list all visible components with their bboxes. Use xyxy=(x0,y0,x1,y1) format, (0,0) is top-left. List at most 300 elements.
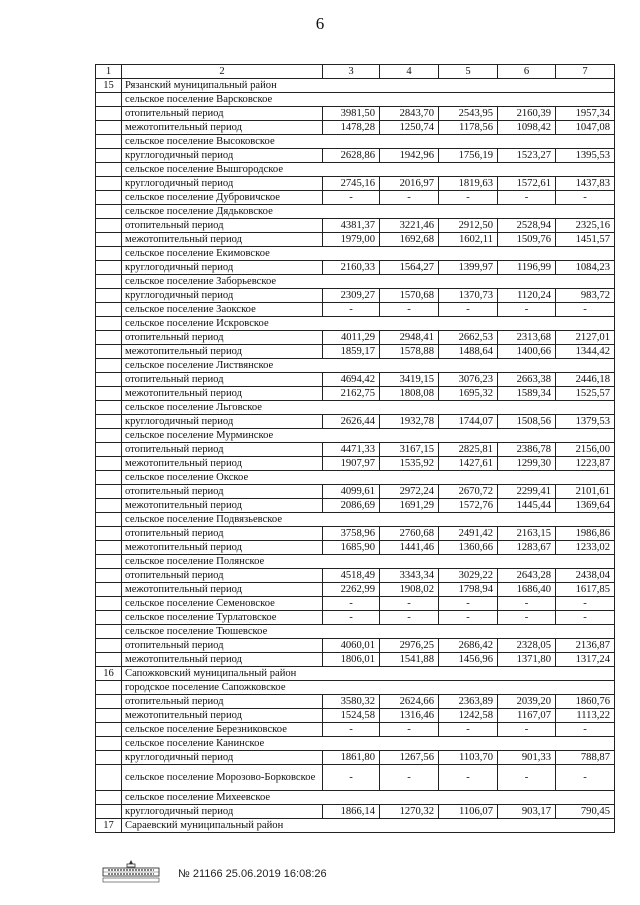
tariff-value-cell: - xyxy=(439,303,498,317)
tariff-value-cell: 1932,78 xyxy=(380,415,439,429)
row-number-cell xyxy=(96,791,122,805)
tariff-value-cell: 1316,46 xyxy=(380,709,439,723)
tariff-value-cell: 1907,97 xyxy=(323,457,380,471)
tariff-value-cell: 2976,25 xyxy=(380,639,439,653)
row-number-cell xyxy=(96,457,122,471)
tariff-value-cell: - xyxy=(439,611,498,625)
table-row xyxy=(96,177,615,191)
table-row xyxy=(96,261,615,275)
tariff-value-cell: 1602,11 xyxy=(439,233,498,247)
period-name-cell: межотопительный период xyxy=(122,457,323,471)
table-row xyxy=(96,149,615,163)
settlement-name-cell: сельское поселение Канинское xyxy=(122,737,615,751)
period-name-cell: круглогодичный период xyxy=(122,261,323,275)
tariff-value-cell: 1456,96 xyxy=(439,653,498,667)
period-name-cell: межотопительный период xyxy=(122,653,323,667)
row-number-cell xyxy=(96,401,122,415)
table-row xyxy=(96,765,615,791)
tariff-value-cell: - xyxy=(498,597,556,611)
tariff-value-cell: 1437,83 xyxy=(556,177,615,191)
tariff-value-cell: 1098,42 xyxy=(498,121,556,135)
row-number-cell xyxy=(96,485,122,499)
table-header-row xyxy=(96,65,615,79)
tariff-value-cell: - xyxy=(498,191,556,205)
row-number-cell xyxy=(96,513,122,527)
table-row xyxy=(96,93,615,107)
tariff-value-cell: - xyxy=(556,765,615,791)
tariff-value-cell: 2446,18 xyxy=(556,373,615,387)
tariff-value-cell: 1395,53 xyxy=(556,149,615,163)
row-number-cell xyxy=(96,345,122,359)
tariff-value-cell: - xyxy=(439,597,498,611)
tariff-value-cell: 1509,76 xyxy=(498,233,556,247)
table-row xyxy=(96,443,615,457)
tariff-value-cell: - xyxy=(556,611,615,625)
tariff-value-cell: 1488,64 xyxy=(439,345,498,359)
tariff-value-cell: 2745,16 xyxy=(323,177,380,191)
document-footer xyxy=(100,858,420,888)
period-name-cell: межотопительный период xyxy=(122,387,323,401)
period-name-cell: отопительный период xyxy=(122,569,323,583)
row-number-cell xyxy=(96,205,122,219)
tariff-value-cell: 1379,53 xyxy=(556,415,615,429)
row-number-cell xyxy=(96,121,122,135)
tariff-value-cell: 4381,37 xyxy=(323,219,380,233)
period-name-cell: отопительный период xyxy=(122,639,323,653)
tariff-value-cell: 2101,61 xyxy=(556,485,615,499)
tariff-value-cell: 1250,74 xyxy=(380,121,439,135)
tariff-value-cell: 1478,28 xyxy=(323,121,380,135)
table-row xyxy=(96,709,615,723)
tariff-value-cell: 1317,24 xyxy=(556,653,615,667)
row-number-cell xyxy=(96,805,122,819)
tariff-value-cell: 1196,99 xyxy=(498,261,556,275)
tariff-value-cell: 3981,50 xyxy=(323,107,380,121)
tariff-value-cell: 4011,29 xyxy=(323,331,380,345)
period-name-cell: круглогодичный период xyxy=(122,415,323,429)
tariff-value-cell: 2643,28 xyxy=(498,569,556,583)
tariff-value-cell: 4471,33 xyxy=(323,443,380,457)
tariff-value-cell: 1400,66 xyxy=(498,345,556,359)
settlement-name-cell: сельское поселение Полянское xyxy=(122,555,615,569)
tariff-value-cell: - xyxy=(439,191,498,205)
settlement-name-cell: сельское поселение Мурминское xyxy=(122,429,615,443)
tariff-value-cell: - xyxy=(323,597,380,611)
table-row xyxy=(96,751,615,765)
table-row xyxy=(96,639,615,653)
tariff-value-cell: 983,72 xyxy=(556,289,615,303)
tariff-value-cell: 2160,33 xyxy=(323,261,380,275)
row-number-cell xyxy=(96,261,122,275)
tariff-table xyxy=(95,64,615,833)
tariff-value-cell: 1167,07 xyxy=(498,709,556,723)
table-row xyxy=(96,401,615,415)
tariff-value-cell: 2127,01 xyxy=(556,331,615,345)
tariff-value-cell: 1370,73 xyxy=(439,289,498,303)
table-row xyxy=(96,121,615,135)
table-row xyxy=(96,289,615,303)
table-row xyxy=(96,695,615,709)
tariff-value-cell: - xyxy=(380,597,439,611)
settlement-name-cell: сельское поселение Окское xyxy=(122,471,615,485)
table-row xyxy=(96,471,615,485)
table-row xyxy=(96,429,615,443)
table-row xyxy=(96,247,615,261)
tariff-value-cell: 2670,72 xyxy=(439,485,498,499)
tariff-value-cell: 1535,92 xyxy=(380,457,439,471)
tariff-value-cell: 790,45 xyxy=(556,805,615,819)
period-name-cell: межотопительный период xyxy=(122,121,323,135)
tariff-value-cell: 2313,68 xyxy=(498,331,556,345)
tariff-value-cell: 3419,15 xyxy=(380,373,439,387)
row-number-cell xyxy=(96,695,122,709)
tariff-value-cell: 1572,61 xyxy=(498,177,556,191)
tariff-value-cell: 1798,94 xyxy=(439,583,498,597)
row-number-cell xyxy=(96,443,122,457)
tariff-value-cell: - xyxy=(380,303,439,317)
row-number-cell xyxy=(96,625,122,639)
tariff-value-cell: - xyxy=(380,723,439,737)
period-name-cell: отопительный период xyxy=(122,485,323,499)
tariff-value-cell: 2626,44 xyxy=(323,415,380,429)
row-number-cell xyxy=(96,639,122,653)
tariff-value-cell: 1223,87 xyxy=(556,457,615,471)
period-name-cell: межотопительный период xyxy=(122,345,323,359)
electronic-document-logo xyxy=(100,858,162,884)
settlement-name-cell: сельское поселение Семеновское xyxy=(122,597,323,611)
table-row xyxy=(96,233,615,247)
tariff-value-cell: 1451,57 xyxy=(556,233,615,247)
tariff-value-cell: 1233,02 xyxy=(556,541,615,555)
row-number-cell xyxy=(96,289,122,303)
tariff-value-cell: 2309,27 xyxy=(323,289,380,303)
tariff-value-cell: 2948,41 xyxy=(380,331,439,345)
tariff-value-cell: 2912,50 xyxy=(439,219,498,233)
tariff-value-cell: 1267,56 xyxy=(380,751,439,765)
period-name-cell: круглогодичный период xyxy=(122,805,323,819)
table-row xyxy=(96,737,615,751)
table-row xyxy=(96,373,615,387)
row-number-cell xyxy=(96,611,122,625)
row-number-cell xyxy=(96,471,122,485)
header-cell: 6 xyxy=(498,65,556,79)
tariff-value-cell: 2972,24 xyxy=(380,485,439,499)
table-row xyxy=(96,485,615,499)
tariff-value-cell: 3580,32 xyxy=(323,695,380,709)
settlement-name-cell: сельское поселение Вышгородское xyxy=(122,163,615,177)
tariff-value-cell: 1103,70 xyxy=(439,751,498,765)
tariff-value-cell: 1371,80 xyxy=(498,653,556,667)
settlement-name-cell: сельское поселение Екимовское xyxy=(122,247,615,261)
tariff-value-cell: 2162,75 xyxy=(323,387,380,401)
tariff-value-cell: - xyxy=(498,303,556,317)
table-row xyxy=(96,681,615,695)
tariff-value-cell: 1572,76 xyxy=(439,499,498,513)
period-name-cell: отопительный период xyxy=(122,443,323,457)
table-row xyxy=(96,791,615,805)
period-name-cell: отопительный период xyxy=(122,107,323,121)
document-registration-stamp: № 21166 25.06.2019 16:08:26 xyxy=(178,868,327,880)
tariff-value-cell: 1120,24 xyxy=(498,289,556,303)
table-row xyxy=(96,819,615,833)
tariff-value-cell: 2039,20 xyxy=(498,695,556,709)
tariff-value-cell: 3029,22 xyxy=(439,569,498,583)
tariff-value-cell: 2086,69 xyxy=(323,499,380,513)
tariff-value-cell: 2163,15 xyxy=(498,527,556,541)
tariff-value-cell: 1570,68 xyxy=(380,289,439,303)
table-row xyxy=(96,107,615,121)
tariff-value-cell: 1986,86 xyxy=(556,527,615,541)
period-name-cell: круглогодичный период xyxy=(122,289,323,303)
header-cell: 4 xyxy=(380,65,439,79)
settlement-name-cell: городское поселение Сапожковское xyxy=(122,681,615,695)
row-number-cell xyxy=(96,317,122,331)
tariff-value-cell: 1692,68 xyxy=(380,233,439,247)
district-name-cell: Рязанский муниципальный район xyxy=(122,79,615,93)
settlement-name-cell: сельское поселение Березниковское xyxy=(122,723,323,737)
tariff-value-cell: 1283,67 xyxy=(498,541,556,555)
tariff-value-cell: 2386,78 xyxy=(498,443,556,457)
tariff-value-cell: 1578,88 xyxy=(380,345,439,359)
tariff-value-cell: 2136,87 xyxy=(556,639,615,653)
tariff-value-cell: 3076,23 xyxy=(439,373,498,387)
settlement-name-cell: сельское поселение Михеевское xyxy=(122,791,615,805)
tariff-value-cell: 1360,66 xyxy=(439,541,498,555)
row-number-cell xyxy=(96,149,122,163)
tariff-value-cell: - xyxy=(323,303,380,317)
table-row xyxy=(96,79,615,93)
period-name-cell: отопительный период xyxy=(122,695,323,709)
row-number-cell xyxy=(96,93,122,107)
row-number-cell xyxy=(96,275,122,289)
tariff-value-cell: 3758,96 xyxy=(323,527,380,541)
tariff-value-cell: - xyxy=(323,611,380,625)
tariff-value-cell: - xyxy=(323,191,380,205)
table-row xyxy=(96,303,615,317)
row-number-cell xyxy=(96,373,122,387)
tariff-value-cell: 2363,89 xyxy=(439,695,498,709)
tariff-value-cell: 1564,27 xyxy=(380,261,439,275)
row-number-cell xyxy=(96,303,122,317)
tariff-value-cell: 2628,86 xyxy=(323,149,380,163)
tariff-value-cell: 2825,81 xyxy=(439,443,498,457)
tariff-value-cell: 2016,97 xyxy=(380,177,439,191)
row-number-cell xyxy=(96,415,122,429)
row-number-cell xyxy=(96,177,122,191)
table-row xyxy=(96,597,615,611)
row-number-cell xyxy=(96,737,122,751)
tariff-value-cell: 1508,56 xyxy=(498,415,556,429)
period-name-cell: отопительный период xyxy=(122,527,323,541)
settlement-name-cell: сельское поселение Заборьевское xyxy=(122,275,615,289)
tariff-value-cell: 1866,14 xyxy=(323,805,380,819)
tariff-value-cell: 3221,46 xyxy=(380,219,439,233)
row-number-cell xyxy=(96,555,122,569)
table-row xyxy=(96,331,615,345)
row-number-cell xyxy=(96,359,122,373)
period-name-cell: межотопительный период xyxy=(122,541,323,555)
row-number-cell xyxy=(96,597,122,611)
tariff-value-cell: 1299,30 xyxy=(498,457,556,471)
tariff-value-cell: 2160,39 xyxy=(498,107,556,121)
row-number-cell xyxy=(96,331,122,345)
tariff-value-cell: 901,33 xyxy=(498,751,556,765)
table-row xyxy=(96,205,615,219)
tariff-value-cell: 2299,41 xyxy=(498,485,556,499)
row-number-cell xyxy=(96,247,122,261)
period-name-cell: круглогодичный период xyxy=(122,149,323,163)
table-row xyxy=(96,513,615,527)
tariff-value-cell: 1806,01 xyxy=(323,653,380,667)
tariff-value-cell: 1242,58 xyxy=(439,709,498,723)
tariff-value-cell: 2528,94 xyxy=(498,219,556,233)
tariff-value-cell: 1744,07 xyxy=(439,415,498,429)
district-name-cell: Сараевский муниципальный район xyxy=(122,819,615,833)
table-row xyxy=(96,667,615,681)
row-number-cell xyxy=(96,765,122,791)
tariff-value-cell: - xyxy=(498,723,556,737)
table-row xyxy=(96,457,615,471)
tariff-value-cell: - xyxy=(323,723,380,737)
period-name-cell: межотопительный период xyxy=(122,233,323,247)
row-number-cell: 16 xyxy=(96,667,122,681)
header-cell: 1 xyxy=(96,65,122,79)
tariff-value-cell: 1808,08 xyxy=(380,387,439,401)
tariff-value-cell: 1685,90 xyxy=(323,541,380,555)
tariff-value-cell: 2543,95 xyxy=(439,107,498,121)
tariff-value-cell: 2624,66 xyxy=(380,695,439,709)
tariff-value-cell: 1979,00 xyxy=(323,233,380,247)
table-row xyxy=(96,415,615,429)
tariff-value-cell: - xyxy=(323,765,380,791)
tariff-value-cell: 1344,42 xyxy=(556,345,615,359)
period-name-cell: круглогодичный период xyxy=(122,177,323,191)
table-row xyxy=(96,527,615,541)
tariff-value-cell: - xyxy=(439,723,498,737)
period-name-cell: межотопительный период xyxy=(122,709,323,723)
period-name-cell: отопительный период xyxy=(122,219,323,233)
table-row xyxy=(96,723,615,737)
tariff-value-cell: 1819,63 xyxy=(439,177,498,191)
table-row xyxy=(96,275,615,289)
row-number-cell xyxy=(96,569,122,583)
tariff-value-cell: 1686,40 xyxy=(498,583,556,597)
settlement-name-cell: сельское поселение Дядьковское xyxy=(122,205,615,219)
tariff-value-cell: - xyxy=(439,765,498,791)
tariff-value-cell: 3167,15 xyxy=(380,443,439,457)
tariff-value-cell: - xyxy=(380,191,439,205)
page-number: 6 xyxy=(315,14,325,33)
tariff-value-cell: 1942,96 xyxy=(380,149,439,163)
row-number-cell xyxy=(96,709,122,723)
tariff-value-cell: 1445,44 xyxy=(498,499,556,513)
tariff-value-cell: 2843,70 xyxy=(380,107,439,121)
tariff-value-cell: 3343,34 xyxy=(380,569,439,583)
settlement-name-cell: сельское поселение Искровское xyxy=(122,317,615,331)
tariff-value-cell: 4099,61 xyxy=(323,485,380,499)
tariff-value-cell: 2156,00 xyxy=(556,443,615,457)
header-cell: 2 xyxy=(122,65,323,79)
table-row xyxy=(96,317,615,331)
tariff-value-cell: 1957,34 xyxy=(556,107,615,121)
row-number-cell xyxy=(96,219,122,233)
tariff-value-cell: 1860,76 xyxy=(556,695,615,709)
row-number-cell xyxy=(96,429,122,443)
settlement-name-cell: сельское поселение Дубровичское xyxy=(122,191,323,205)
header-cell: 5 xyxy=(439,65,498,79)
tariff-value-cell: 788,87 xyxy=(556,751,615,765)
tariff-value-cell: 1523,27 xyxy=(498,149,556,163)
tariff-value-cell: 4060,01 xyxy=(323,639,380,653)
tariff-value-cell: 2262,99 xyxy=(323,583,380,597)
tariff-value-cell: 1399,97 xyxy=(439,261,498,275)
row-number-cell xyxy=(96,107,122,121)
tariff-value-cell: 2325,16 xyxy=(556,219,615,233)
row-number-cell xyxy=(96,387,122,401)
tariff-value-cell: 1047,08 xyxy=(556,121,615,135)
table-row xyxy=(96,611,615,625)
settlement-name-cell: сельское поселение Заокское xyxy=(122,303,323,317)
header-cell: 3 xyxy=(323,65,380,79)
tariff-value-cell: 2686,42 xyxy=(439,639,498,653)
tariff-value-cell: 1861,80 xyxy=(323,751,380,765)
tariff-value-cell: 2663,38 xyxy=(498,373,556,387)
table-row xyxy=(96,583,615,597)
row-number-cell xyxy=(96,233,122,247)
tariff-value-cell: - xyxy=(380,765,439,791)
row-number-cell xyxy=(96,583,122,597)
tariff-value-cell: - xyxy=(380,611,439,625)
header-cell: 7 xyxy=(556,65,615,79)
tariff-value-cell: 1113,22 xyxy=(556,709,615,723)
tariff-value-cell: - xyxy=(498,765,556,791)
tariff-value-cell: 1427,61 xyxy=(439,457,498,471)
table-row xyxy=(96,191,615,205)
table-row xyxy=(96,359,615,373)
row-number-cell xyxy=(96,191,122,205)
table-row xyxy=(96,345,615,359)
table-row xyxy=(96,653,615,667)
tariff-value-cell: 2438,04 xyxy=(556,569,615,583)
settlement-name-cell: сельское поселение Варсковское xyxy=(122,93,615,107)
period-name-cell: межотопительный период xyxy=(122,583,323,597)
tariff-value-cell: 1859,17 xyxy=(323,345,380,359)
row-number-cell xyxy=(96,723,122,737)
tariff-value-cell: 1541,88 xyxy=(380,653,439,667)
settlement-name-cell: сельское поселение Высоковское xyxy=(122,135,615,149)
settlement-name-cell: сельское поселение Листвянское xyxy=(122,359,615,373)
tariff-value-cell: 1589,34 xyxy=(498,387,556,401)
row-number-cell xyxy=(96,527,122,541)
table-row xyxy=(96,805,615,819)
table-row xyxy=(96,135,615,149)
tariff-value-cell: 4694,42 xyxy=(323,373,380,387)
table-row xyxy=(96,569,615,583)
tariff-value-cell: 2760,68 xyxy=(380,527,439,541)
row-number-cell xyxy=(96,751,122,765)
tariff-value-cell: 4518,49 xyxy=(323,569,380,583)
tariff-value-cell: 2328,05 xyxy=(498,639,556,653)
settlement-name-cell: сельское поселение Льговское xyxy=(122,401,615,415)
period-name-cell: отопительный период xyxy=(122,373,323,387)
tariff-value-cell: 2662,53 xyxy=(439,331,498,345)
settlement-name-cell: сельское поселение Морозово-Борковское xyxy=(122,765,323,791)
tariff-value-cell: 1756,19 xyxy=(439,149,498,163)
settlement-name-cell: сельское поселение Подвязьевское xyxy=(122,513,615,527)
table-row xyxy=(96,163,615,177)
table-row xyxy=(96,555,615,569)
period-name-cell: круглогодичный период xyxy=(122,751,323,765)
